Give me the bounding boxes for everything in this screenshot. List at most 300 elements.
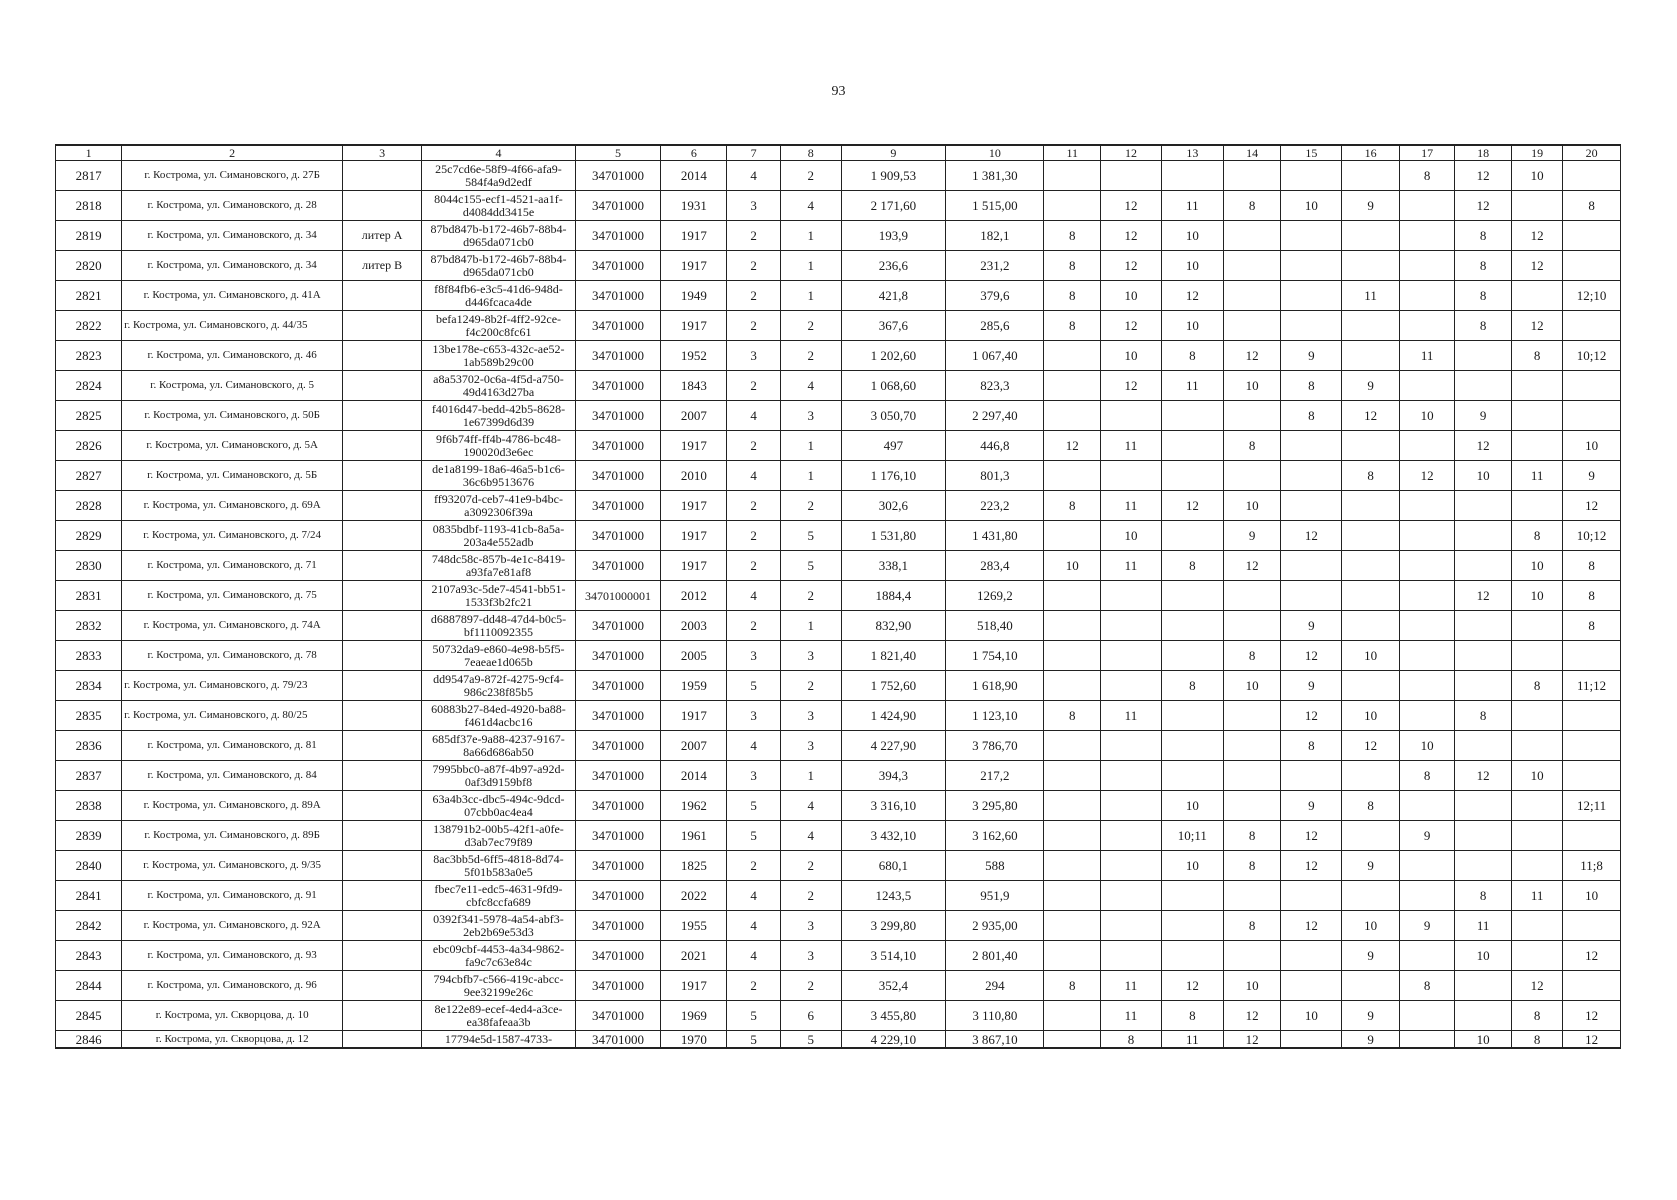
- living-area-cell: 1 754,10: [946, 641, 1044, 671]
- col15-cell: 10: [1281, 1001, 1342, 1031]
- total-area-cell: 367,6: [841, 311, 946, 341]
- col16-cell: [1342, 971, 1400, 1001]
- col17-cell: [1399, 791, 1455, 821]
- address-cell: г. Кострома, ул. Симановского, д. 41А: [122, 281, 343, 311]
- col16-cell: 10: [1342, 911, 1400, 941]
- litera-cell: [343, 521, 422, 551]
- col18-cell: [1455, 731, 1512, 761]
- entrances-cell: 5: [780, 1031, 841, 1049]
- col11-cell: 12: [1044, 431, 1101, 461]
- entrances-cell: 2: [780, 341, 841, 371]
- col14-cell: 10: [1223, 491, 1281, 521]
- col17-cell: [1399, 881, 1455, 911]
- floors-cell: 2: [727, 521, 780, 551]
- floors-cell: 3: [727, 701, 780, 731]
- col12-cell: 10: [1101, 341, 1162, 371]
- table-row: [56, 641, 1621, 671]
- col13-cell: [1161, 401, 1223, 431]
- oktmo-cell: 34701000: [575, 491, 660, 521]
- col16-cell: 8: [1342, 461, 1400, 491]
- living-area-cell: 294: [946, 971, 1044, 1001]
- col17-cell: [1399, 851, 1455, 881]
- col16-cell: 9: [1342, 851, 1400, 881]
- total-area-cell: 497: [841, 431, 946, 461]
- col15-cell: 12: [1281, 821, 1342, 851]
- col11-cell: [1044, 671, 1101, 701]
- col15-cell: [1281, 551, 1342, 581]
- col18-cell: [1455, 1001, 1512, 1031]
- col12-cell: [1101, 461, 1162, 491]
- address-cell: г. Кострома, ул. Симановского, д. 7/24: [122, 521, 343, 551]
- oktmo-cell: 34701000: [575, 881, 660, 911]
- col17-cell: [1399, 1031, 1455, 1049]
- floors-cell: 2: [727, 281, 780, 311]
- col20-cell: 11;12: [1563, 671, 1621, 701]
- guid-cell: 2107a93c-5de7-4541-bb51-1533f3b2fc21: [422, 581, 576, 611]
- year-cell: 1825: [661, 851, 727, 881]
- col13-cell: [1161, 761, 1223, 791]
- floors-cell: 4: [727, 401, 780, 431]
- table-row: [56, 671, 1621, 701]
- col20-cell: 12: [1563, 1001, 1621, 1031]
- column-header: 20: [1563, 145, 1621, 161]
- col19-cell: [1511, 851, 1562, 881]
- col12-cell: 12: [1101, 311, 1162, 341]
- living-area-cell: 2 935,00: [946, 911, 1044, 941]
- litera-cell: [343, 851, 422, 881]
- col19-cell: 8: [1511, 671, 1562, 701]
- col19-cell: [1511, 611, 1562, 641]
- year-cell: 1917: [661, 551, 727, 581]
- col17-cell: 10: [1399, 401, 1455, 431]
- guid-cell: dd9547a9-872f-4275-9cf4-986c238f85b5: [422, 671, 576, 701]
- year-cell: 1931: [661, 191, 727, 221]
- col18-cell: 12: [1455, 761, 1512, 791]
- col15-cell: [1281, 461, 1342, 491]
- col14-cell: 12: [1223, 1031, 1281, 1049]
- year-cell: 1843: [661, 371, 727, 401]
- col12-cell: [1101, 581, 1162, 611]
- row-number: 2835: [56, 701, 122, 731]
- living-area-cell: 231,2: [946, 251, 1044, 281]
- col14-cell: 10: [1223, 971, 1281, 1001]
- col13-cell: 12: [1161, 491, 1223, 521]
- guid-cell: 87bd847b-b172-46b7-88b4-d965da071cb0: [422, 221, 576, 251]
- col17-cell: 12: [1399, 461, 1455, 491]
- col16-cell: [1342, 881, 1400, 911]
- litera-cell: [343, 371, 422, 401]
- col15-cell: 8: [1281, 731, 1342, 761]
- living-area-cell: 1 515,00: [946, 191, 1044, 221]
- col19-cell: 10: [1511, 551, 1562, 581]
- col19-cell: 8: [1511, 341, 1562, 371]
- total-area-cell: 193,9: [841, 221, 946, 251]
- col14-cell: [1223, 311, 1281, 341]
- col17-cell: [1399, 521, 1455, 551]
- col13-cell: 11: [1161, 371, 1223, 401]
- col13-cell: [1161, 941, 1223, 971]
- row-number: 2843: [56, 941, 122, 971]
- table-row: [56, 551, 1621, 581]
- oktmo-cell: 34701000: [575, 521, 660, 551]
- row-number: 2828: [56, 491, 122, 521]
- col20-cell: [1563, 821, 1621, 851]
- address-cell: г. Кострома, ул. Симановского, д. 34: [122, 251, 343, 281]
- guid-cell: 0392f341-5978-4a54-abf3-2eb2b69e53d3: [422, 911, 576, 941]
- litera-cell: литер В: [343, 251, 422, 281]
- col20-cell: 12: [1563, 941, 1621, 971]
- col11-cell: [1044, 791, 1101, 821]
- col17-cell: [1399, 431, 1455, 461]
- column-header: 10: [946, 145, 1044, 161]
- col20-cell: [1563, 221, 1621, 251]
- total-area-cell: 4 227,90: [841, 731, 946, 761]
- entrances-cell: 4: [780, 371, 841, 401]
- col13-cell: 10;11: [1161, 821, 1223, 851]
- floors-cell: 3: [727, 641, 780, 671]
- col17-cell: [1399, 221, 1455, 251]
- col15-cell: [1281, 161, 1342, 191]
- oktmo-cell: 34701000: [575, 281, 660, 311]
- col18-cell: 9: [1455, 401, 1512, 431]
- col16-cell: [1342, 341, 1400, 371]
- address-cell: г. Кострома, ул. Симановского, д. 89Б: [122, 821, 343, 851]
- table-body: [56, 161, 1621, 1049]
- living-area-cell: 2 801,40: [946, 941, 1044, 971]
- col20-cell: [1563, 761, 1621, 791]
- col18-cell: 12: [1455, 581, 1512, 611]
- living-area-cell: 1 431,80: [946, 521, 1044, 551]
- living-area-cell: 3 295,80: [946, 791, 1044, 821]
- col19-cell: 8: [1511, 521, 1562, 551]
- col11-cell: [1044, 1031, 1101, 1049]
- col16-cell: 10: [1342, 641, 1400, 671]
- col19-cell: 10: [1511, 761, 1562, 791]
- address-cell: г. Кострома, ул. Симановского, д. 5Б: [122, 461, 343, 491]
- living-area-cell: 446,8: [946, 431, 1044, 461]
- row-number: 2836: [56, 731, 122, 761]
- year-cell: 2022: [661, 881, 727, 911]
- col12-cell: [1101, 791, 1162, 821]
- guid-cell: 8044c155-ecf1-4521-aa1f-d4084dd3415e: [422, 191, 576, 221]
- col12-cell: [1101, 911, 1162, 941]
- col19-cell: [1511, 281, 1562, 311]
- table-row: [56, 851, 1621, 881]
- column-header: 12: [1101, 145, 1162, 161]
- col16-cell: [1342, 521, 1400, 551]
- col17-cell: [1399, 581, 1455, 611]
- oktmo-cell: 34701000: [575, 821, 660, 851]
- total-area-cell: 4 229,10: [841, 1031, 946, 1049]
- litera-cell: [343, 761, 422, 791]
- col19-cell: [1511, 731, 1562, 761]
- row-number: 2838: [56, 791, 122, 821]
- col20-cell: 12;10: [1563, 281, 1621, 311]
- entrances-cell: 3: [780, 911, 841, 941]
- col18-cell: 10: [1455, 941, 1512, 971]
- col11-cell: [1044, 851, 1101, 881]
- col15-cell: [1281, 221, 1342, 251]
- col20-cell: 10: [1563, 431, 1621, 461]
- col11-cell: [1044, 1001, 1101, 1031]
- col20-cell: [1563, 971, 1621, 1001]
- guid-cell: f8f84fb6-e3c5-41d6-948d-d446fcaca4de: [422, 281, 576, 311]
- guid-cell: 63a4b3cc-dbc5-494c-9dcd-07cbb0ac4ea4: [422, 791, 576, 821]
- year-cell: 1959: [661, 671, 727, 701]
- row-number: 2825: [56, 401, 122, 431]
- living-area-cell: 1 123,10: [946, 701, 1044, 731]
- address-cell: г. Кострома, ул. Скворцова, д. 10: [122, 1001, 343, 1031]
- table-row: [56, 791, 1621, 821]
- col16-cell: 12: [1342, 731, 1400, 761]
- litera-cell: [343, 311, 422, 341]
- floors-cell: 5: [727, 791, 780, 821]
- col18-cell: [1455, 791, 1512, 821]
- living-area-cell: 182,1: [946, 221, 1044, 251]
- year-cell: 2010: [661, 461, 727, 491]
- table-row: [56, 341, 1621, 371]
- col12-cell: [1101, 851, 1162, 881]
- col15-cell: [1281, 881, 1342, 911]
- floors-cell: 4: [727, 911, 780, 941]
- floors-cell: 4: [727, 731, 780, 761]
- row-number: 2819: [56, 221, 122, 251]
- col17-cell: 11: [1399, 341, 1455, 371]
- table-row: [56, 431, 1621, 461]
- guid-cell: ff93207d-ceb7-41e9-b4bc-a3092306f39a: [422, 491, 576, 521]
- litera-cell: [343, 881, 422, 911]
- col13-cell: [1161, 881, 1223, 911]
- entrances-cell: 1: [780, 431, 841, 461]
- col15-cell: 12: [1281, 851, 1342, 881]
- col11-cell: [1044, 371, 1101, 401]
- col15-cell: 12: [1281, 521, 1342, 551]
- total-area-cell: 1884,4: [841, 581, 946, 611]
- table-row: [56, 521, 1621, 551]
- table-row: [56, 311, 1621, 341]
- col18-cell: [1455, 491, 1512, 521]
- litera-cell: [343, 1001, 422, 1031]
- year-cell: 1969: [661, 1001, 727, 1031]
- column-header: 7: [727, 145, 780, 161]
- year-cell: 1917: [661, 431, 727, 461]
- total-area-cell: 1 424,90: [841, 701, 946, 731]
- col19-cell: 11: [1511, 461, 1562, 491]
- col11-cell: [1044, 731, 1101, 761]
- address-cell: г. Кострома, ул. Симановского, д. 96: [122, 971, 343, 1001]
- col16-cell: 12: [1342, 401, 1400, 431]
- col13-cell: 10: [1161, 851, 1223, 881]
- column-header: 13: [1161, 145, 1223, 161]
- col12-cell: 12: [1101, 221, 1162, 251]
- year-cell: 1962: [661, 791, 727, 821]
- col20-cell: [1563, 371, 1621, 401]
- col20-cell: 9: [1563, 461, 1621, 491]
- living-area-cell: 518,40: [946, 611, 1044, 641]
- col18-cell: 8: [1455, 281, 1512, 311]
- address-cell: г. Кострома, ул. Симановского, д. 71: [122, 551, 343, 581]
- col15-cell: [1281, 491, 1342, 521]
- floors-cell: 2: [727, 431, 780, 461]
- col15-cell: [1281, 581, 1342, 611]
- col11-cell: [1044, 611, 1101, 641]
- col17-cell: 8: [1399, 971, 1455, 1001]
- col14-cell: [1223, 281, 1281, 311]
- col12-cell: [1101, 761, 1162, 791]
- col12-cell: 8: [1101, 1031, 1162, 1049]
- col17-cell: [1399, 281, 1455, 311]
- entrances-cell: 3: [780, 401, 841, 431]
- col15-cell: 9: [1281, 611, 1342, 641]
- col18-cell: [1455, 821, 1512, 851]
- col14-cell: [1223, 791, 1281, 821]
- litera-cell: [343, 731, 422, 761]
- col11-cell: [1044, 881, 1101, 911]
- col19-cell: 8: [1511, 1001, 1562, 1031]
- col18-cell: [1455, 371, 1512, 401]
- col19-cell: [1511, 641, 1562, 671]
- col15-cell: [1281, 311, 1342, 341]
- living-area-cell: 217,2: [946, 761, 1044, 791]
- oktmo-cell: 34701000: [575, 401, 660, 431]
- col14-cell: 12: [1223, 341, 1281, 371]
- col11-cell: 8: [1044, 251, 1101, 281]
- col13-cell: 10: [1161, 251, 1223, 281]
- col19-cell: [1511, 941, 1562, 971]
- living-area-cell: 588: [946, 851, 1044, 881]
- col14-cell: [1223, 221, 1281, 251]
- litera-cell: [343, 461, 422, 491]
- col20-cell: [1563, 731, 1621, 761]
- col12-cell: [1101, 611, 1162, 641]
- floors-cell: 2: [727, 611, 780, 641]
- col14-cell: [1223, 731, 1281, 761]
- living-area-cell: 223,2: [946, 491, 1044, 521]
- col20-cell: 10;12: [1563, 521, 1621, 551]
- column-header: 2: [122, 145, 343, 161]
- col17-cell: [1399, 1001, 1455, 1031]
- litera-cell: [343, 581, 422, 611]
- column-header: 9: [841, 145, 946, 161]
- entrances-cell: 3: [780, 731, 841, 761]
- total-area-cell: 3 050,70: [841, 401, 946, 431]
- entrances-cell: 3: [780, 701, 841, 731]
- col16-cell: [1342, 161, 1400, 191]
- litera-cell: литер А: [343, 221, 422, 251]
- column-header: 16: [1342, 145, 1400, 161]
- col13-cell: 12: [1161, 281, 1223, 311]
- address-cell: г. Кострома, ул. Симановского, д. 75: [122, 581, 343, 611]
- living-area-cell: 823,3: [946, 371, 1044, 401]
- col16-cell: [1342, 821, 1400, 851]
- page-number: 93: [831, 84, 846, 99]
- entrances-cell: 5: [780, 521, 841, 551]
- floors-cell: 2: [727, 251, 780, 281]
- guid-cell: 794cbfb7-c566-419c-abcc-9ee32199e26c: [422, 971, 576, 1001]
- living-area-cell: 3 786,70: [946, 731, 1044, 761]
- living-area-cell: 951,9: [946, 881, 1044, 911]
- col11-cell: 8: [1044, 701, 1101, 731]
- col20-cell: [1563, 911, 1621, 941]
- col16-cell: [1342, 611, 1400, 641]
- guid-cell: ebc09cbf-4453-4a34-9862-fa9c7c63e84c: [422, 941, 576, 971]
- row-number: 2837: [56, 761, 122, 791]
- col20-cell: 12: [1563, 491, 1621, 521]
- col13-cell: [1161, 581, 1223, 611]
- table-row: [56, 191, 1621, 221]
- row-number: 2818: [56, 191, 122, 221]
- col17-cell: [1399, 191, 1455, 221]
- col16-cell: 10: [1342, 701, 1400, 731]
- floors-cell: 5: [727, 821, 780, 851]
- guid-cell: 50732da9-e860-4e98-b5f5-7eaeae1d065b: [422, 641, 576, 671]
- oktmo-cell: 34701000: [575, 701, 660, 731]
- row-number: 2833: [56, 641, 122, 671]
- col20-cell: [1563, 311, 1621, 341]
- row-number: 2844: [56, 971, 122, 1001]
- row-number: 2834: [56, 671, 122, 701]
- col11-cell: [1044, 911, 1101, 941]
- table-row: [56, 881, 1621, 911]
- entrances-cell: 4: [780, 821, 841, 851]
- total-area-cell: 680,1: [841, 851, 946, 881]
- col17-cell: [1399, 611, 1455, 641]
- oktmo-cell: 34701000: [575, 341, 660, 371]
- col12-cell: 11: [1101, 551, 1162, 581]
- floors-cell: 2: [727, 551, 780, 581]
- col13-cell: [1161, 731, 1223, 761]
- entrances-cell: 1: [780, 761, 841, 791]
- row-number: 2817: [56, 161, 122, 191]
- col14-cell: [1223, 581, 1281, 611]
- col11-cell: [1044, 761, 1101, 791]
- guid-cell: 138791b2-00b5-42f1-a0fe-d3ab7ec79f89: [422, 821, 576, 851]
- entrances-cell: 2: [780, 971, 841, 1001]
- column-header: 19: [1511, 145, 1562, 161]
- col15-cell: [1281, 971, 1342, 1001]
- litera-cell: [343, 791, 422, 821]
- floors-cell: 4: [727, 941, 780, 971]
- total-area-cell: 832,90: [841, 611, 946, 641]
- col17-cell: [1399, 701, 1455, 731]
- table-row: [56, 281, 1621, 311]
- col18-cell: [1455, 971, 1512, 1001]
- guid-cell: 13be178e-c653-432c-ae52-1ab589b29c00: [422, 341, 576, 371]
- col13-cell: 10: [1161, 311, 1223, 341]
- col11-cell: 8: [1044, 311, 1101, 341]
- year-cell: 2021: [661, 941, 727, 971]
- col12-cell: [1101, 161, 1162, 191]
- col20-cell: 11;8: [1563, 851, 1621, 881]
- col18-cell: [1455, 671, 1512, 701]
- oktmo-cell: 34701000: [575, 671, 660, 701]
- col14-cell: 8: [1223, 851, 1281, 881]
- col13-cell: [1161, 161, 1223, 191]
- litera-cell: [343, 611, 422, 641]
- col14-cell: 8: [1223, 911, 1281, 941]
- col16-cell: [1342, 311, 1400, 341]
- col19-cell: 12: [1511, 971, 1562, 1001]
- address-cell: г. Кострома, ул. Симановского, д. 46: [122, 341, 343, 371]
- year-cell: 1917: [661, 971, 727, 1001]
- table-row: [56, 461, 1621, 491]
- floors-cell: 4: [727, 161, 780, 191]
- col18-cell: 12: [1455, 161, 1512, 191]
- col14-cell: 8: [1223, 821, 1281, 851]
- column-header: 5: [575, 145, 660, 161]
- col14-cell: [1223, 401, 1281, 431]
- year-cell: 1917: [661, 491, 727, 521]
